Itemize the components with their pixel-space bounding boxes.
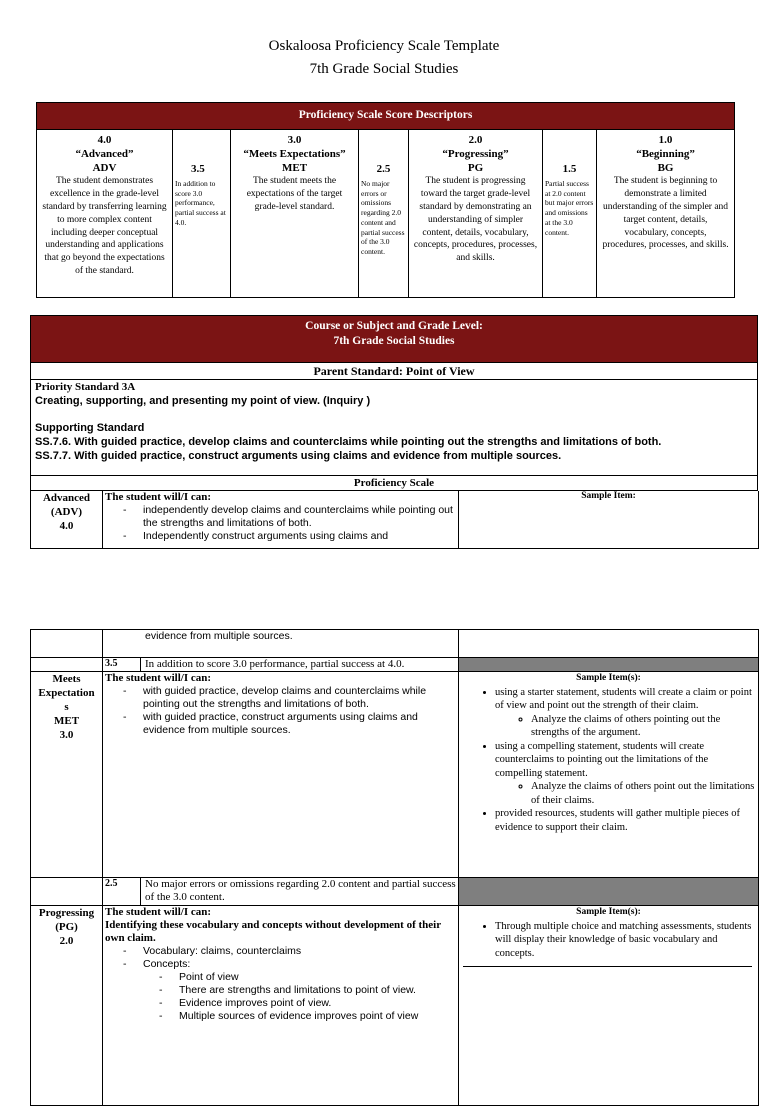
advanced-sample-item: Sample Item: (459, 491, 759, 548)
advanced-can-do: The student will/I can: - independently develop claims and counterclaims while pointing out the strengths and limitations of both. - Independently construct arguments using claims and (103, 491, 459, 548)
supporting-standard-title: Supporting Standard (35, 422, 145, 434)
meets-can-do: The student will/I can: - with guided practice, develop claims and counterclaims while pointing out the strengths and limitations of both. - with guided practice, construct arguments using claims and evidence from multiple sources. (103, 672, 459, 878)
descriptor-1-5: 1.5 Partial success at 2.0 content but major errors and omissions at the 3.0 content. (543, 130, 597, 298)
score-descriptors-table (36, 102, 735, 298)
list-item: - Point of view (159, 971, 458, 984)
descriptors-header: Proficiency Scale Score Descriptors (37, 103, 735, 130)
list-item: ◦ Analyze the claims of others pointing out the strengths of the argument. (531, 713, 758, 740)
meets-level-label: Meets Expectation s MET 3.0 (31, 672, 103, 878)
answer-line (463, 966, 752, 967)
list-item: - independently develop claims and counterclaims while pointing out the strengths and limitations of both. (123, 504, 458, 530)
score-2-5-text: No major errors or omissions regarding 2.0 content and partial success of the 3.0 content. (141, 878, 459, 906)
list-item: - There are strengths and limitations to point of view. (159, 984, 458, 997)
score-2-5: 2.5 (103, 878, 141, 906)
list-item: - Independently construct arguments using claims and (123, 530, 458, 543)
list-item: - Concepts: (123, 958, 458, 971)
meets-sample-items: Sample Item(s): • using a starter statement, students will create a claim or point of view and point out the strength of their claim. ◦ Analyze the claims of others pointing out the strengths of the argument. • using a compelling statement, students will create counterclaims to pointing out the limitations of the compelling statement. ◦ Analyze the claims of others point out the limitations of their claims. • provided resources, students will gather multiple pieces of evidence to support their claim. (459, 672, 759, 878)
list-item: - with guided practice, construct arguments using claims and evidence from multiple sources. (123, 711, 458, 737)
list-item: • using a compelling statement, students will create counterclaims to pointing out the limitations of the compelling statement. (495, 740, 758, 781)
list-item: ◦ Analyze the claims of others point out the limitations of their claims. (531, 780, 758, 807)
priority-standard-text: Creating, supporting, and presenting my point of view. (Inquiry ) (35, 395, 371, 407)
list-item: • using a starter statement, students will create a claim or point of view and point out the strength of their claim. (495, 686, 758, 713)
list-item: - Evidence improves point of view. (159, 997, 458, 1010)
advanced-row (30, 491, 759, 549)
descriptor-meets: 3.0 “Meets Expectations” MET The student meets the expectations of the target grade-level standard. (231, 130, 359, 298)
page2-scale-table (30, 629, 759, 1106)
document-title: Oskaloosa Proficiency Scale Template (268, 38, 500, 54)
parent-standard: Parent Standard: Point of View (30, 363, 758, 380)
progressing-level-label: Progressing (PG) 2.0 (31, 906, 103, 1106)
list-item: - Vocabulary: claims, counterclaims (123, 945, 458, 958)
progressing-sample-items: Sample Item(s): • Through multiple choice and matching assessments, students will display their knowledge of basic vocabulary and concepts. (459, 906, 759, 1106)
continued-text: evidence from multiple sources. (103, 630, 459, 658)
priority-standard-title: Priority Standard 3A (35, 381, 136, 393)
standards-block (30, 380, 758, 476)
progressing-can-do: The student will/I can: Identifying these vocabulary and concepts without development of their own claim. - Vocabulary: claims, counterclaims - Concepts: - Point of view - There are strengths and limitations to point of view. - Evidence improves point of view. - Multiple sources of evidence improves point of view (103, 906, 459, 1106)
proficiency-scale-header: Proficiency Scale (30, 476, 758, 491)
standard-ss-7-6: SS.7.6. With guided practice, develop claims and counterclaims while pointing out the strengths and limitations of both. (35, 436, 662, 448)
descriptor-beginning: 1.0 “Beginning” BG The student is beginning to demonstrate a limited understanding of the simpler and target content, details, vocabulary, concepts, procedures, processes, and skills. (597, 130, 735, 298)
list-item: - Multiple sources of evidence improves point of view (159, 1010, 458, 1023)
list-item: • Through multiple choice and matching assessments, students will display their knowledge of basic vocabulary and concepts. (495, 920, 758, 961)
score-3-5-text: In addition to score 3.0 performance, partial success at 4.0. (141, 658, 459, 672)
document-subtitle: 7th Grade Social Studies (309, 61, 459, 77)
descriptor-advanced: 4.0 “Advanced” ADV The student demonstrates excellence in the grade-level standard by transferring learning to more complex content including deeper conceptual understanding and applications that go beyond the expectations of the standard. (37, 130, 173, 298)
score-3-5: 3.5 (103, 658, 141, 672)
standard-ss-7-7: SS.7.7. With guided practice, construct arguments using claims and evidence from multiple sources. (35, 450, 562, 462)
descriptor-3-5: 3.5 In addition to score 3.0 performance, partial success at 4.0. (173, 130, 231, 298)
advanced-level-label: Advanced (ADV) 4.0 (31, 491, 103, 548)
descriptor-progressing: 2.0 “Progressing” PG The student is progressing toward the target grade-level standard by demonstrating an understanding of simpler content, details, vocabulary, concepts, procedures, processes, and skills. (409, 130, 543, 298)
list-item: • provided resources, students will gather multiple pieces of evidence to support their claim. (495, 807, 758, 834)
descriptor-2-5: 2.5 No major errors or omissions regarding 2.0 content and partial success of the 3.0 content. (359, 130, 409, 298)
list-item: - with guided practice, develop claims and counterclaims while pointing out the strengths and limitations of both. (123, 685, 458, 711)
course-header: Course or Subject and Grade Level: 7th Grade Social Studies (30, 315, 758, 363)
